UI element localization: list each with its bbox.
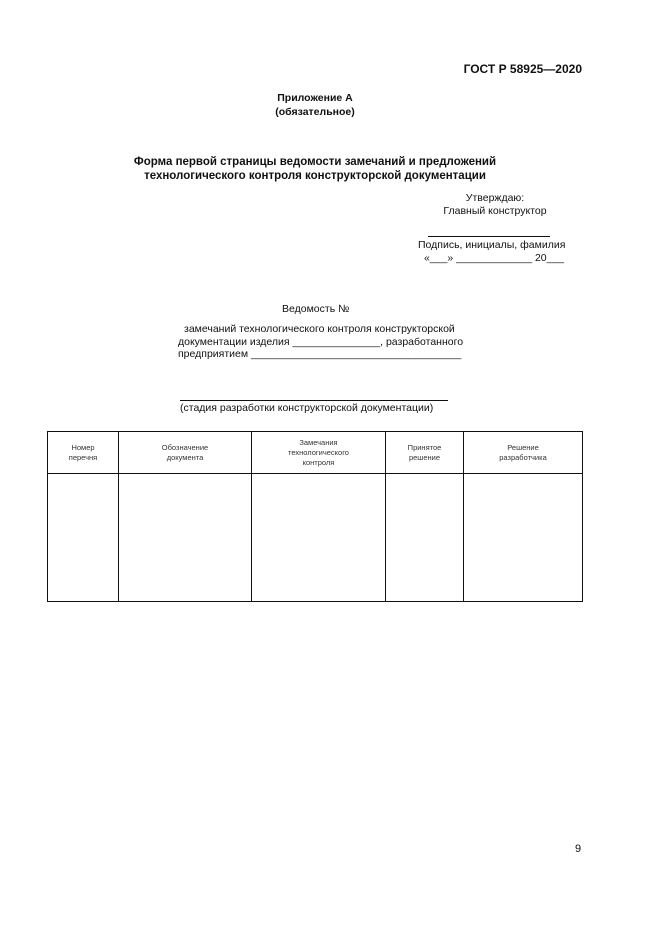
stage-line <box>180 400 448 401</box>
sheet-description-line-3: предприятием ____________________________________ <box>178 348 462 360</box>
approval-block <box>420 192 570 218</box>
column-header-developer-decision: Решение разработчика <box>464 432 583 474</box>
sheet-description <box>178 323 463 361</box>
sheet-title: Ведомость № <box>282 303 350 315</box>
form-title-line-1: Форма первой страницы ведомости замечаний и предложений <box>133 156 497 168</box>
sheet-description-line-1: замечаний технологического контроля конструкторской <box>184 323 455 335</box>
appendix-heading <box>0 91 630 119</box>
table-cell <box>464 474 583 602</box>
column-header-accepted-decision: Принятое решение <box>386 432 464 474</box>
form-title <box>0 155 630 183</box>
appendix-status: (обязательное) <box>275 106 355 118</box>
approver-position: Главный конструктор <box>443 205 547 217</box>
table-cell <box>252 474 386 602</box>
stage-caption: (стадия разработки конструкторской документации) <box>180 402 434 414</box>
column-header-technological-remarks: Замечания технологического контроля <box>252 432 386 474</box>
table-cell <box>48 474 119 602</box>
table-cell <box>386 474 464 602</box>
sheet-description-line-2: документации изделия _______________, разработанного <box>178 335 464 348</box>
approve-word: Утверждаю: <box>465 192 525 204</box>
appendix-title: Приложение А <box>277 92 353 104</box>
table-cell <box>119 474 252 602</box>
remarks-table <box>47 431 583 602</box>
table-row <box>48 474 583 602</box>
column-header-document-designation: Обозначение документа <box>119 432 252 474</box>
standard-code: ГОСТ Р 58925—2020 <box>463 62 582 76</box>
column-header-list-number: Номер перечня <box>48 432 119 474</box>
signature-line <box>428 236 550 237</box>
approval-date: «___» _____________ 20___ <box>424 252 565 264</box>
page-number: 9 <box>575 843 582 855</box>
signature-caption: Подпись, инициалы, фамилия <box>418 239 566 251</box>
form-title-line-2: технологического контроля конструкторской документации <box>144 170 486 182</box>
table-header-row <box>48 432 583 474</box>
